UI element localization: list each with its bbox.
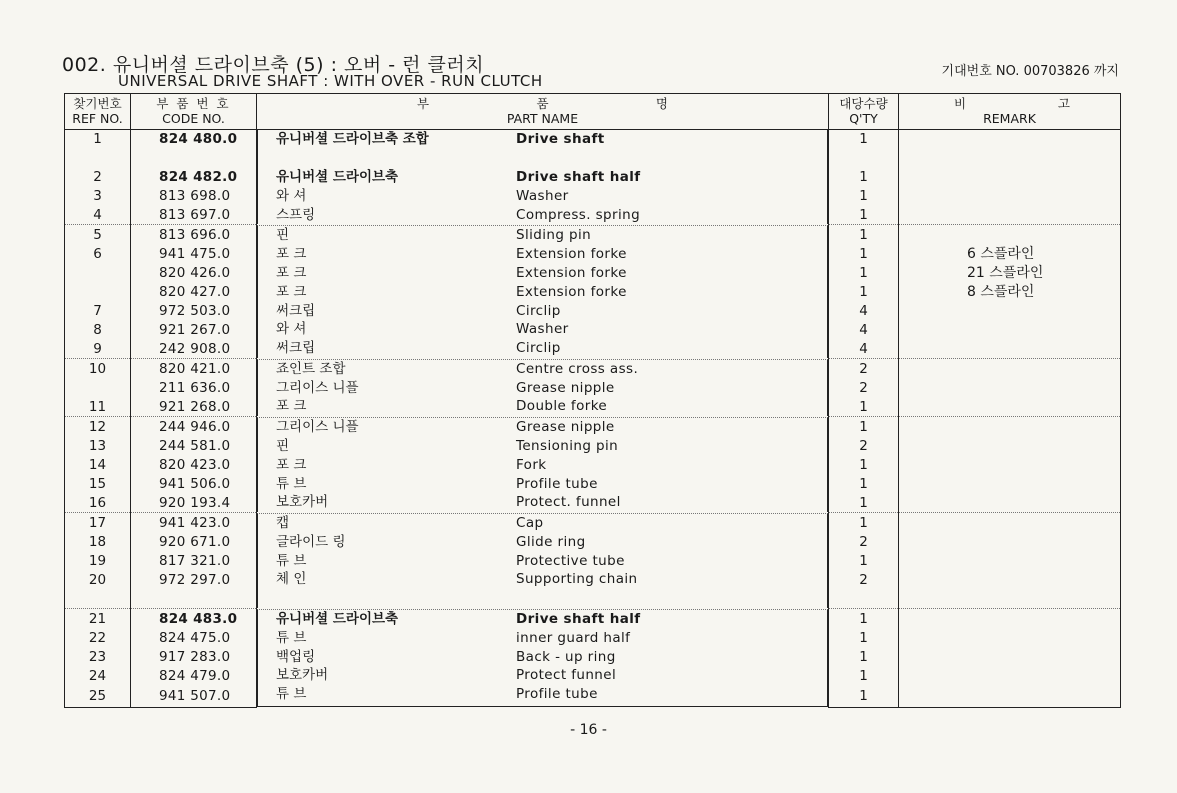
part-name-korean: 튜 브 xyxy=(276,686,307,703)
part-name-korean: 백업링 xyxy=(276,648,316,665)
remark-cell xyxy=(899,130,1121,149)
ref-no-cell: 4 xyxy=(65,206,131,225)
remark-cell xyxy=(899,206,1121,225)
part-name-english: Cap xyxy=(516,514,544,531)
part-name-cell xyxy=(257,648,828,667)
qty-cell: 4 xyxy=(829,302,899,321)
table-row xyxy=(65,320,1121,339)
part-name-cell xyxy=(257,666,828,685)
ref-no-cell: 2 xyxy=(65,168,131,187)
part-name-cell xyxy=(257,264,828,283)
part-name-korean: 핀 xyxy=(276,226,290,243)
part-name-english: Compress. spring xyxy=(516,206,641,223)
part-name-cell xyxy=(257,493,828,512)
ref-no-cell xyxy=(65,283,131,302)
code-no-cell: 244 946.0 xyxy=(131,417,257,437)
ref-no-cell: 3 xyxy=(65,187,131,206)
code-no-cell: 820 423.0 xyxy=(131,456,257,475)
code-no-cell: 824 475.0 xyxy=(131,629,257,648)
code-no-cell xyxy=(131,589,257,608)
ref-no-cell: 15 xyxy=(65,475,131,494)
part-name-english: Extension forke xyxy=(516,264,627,281)
part-name-cell xyxy=(257,513,828,533)
remark-cell xyxy=(899,475,1121,494)
remark-cell xyxy=(899,225,1121,245)
table-row xyxy=(65,302,1121,321)
code-no-cell: 244 581.0 xyxy=(131,437,257,456)
part-name-english: Protect. funnel xyxy=(516,494,621,511)
part-name-english: Drive shaft half xyxy=(516,610,641,627)
qty-cell: 2 xyxy=(829,570,899,589)
table-row xyxy=(65,417,1121,437)
part-name-korean xyxy=(258,589,514,608)
part-name-english: Glide ring xyxy=(516,533,586,550)
qty-cell: 1 xyxy=(829,264,899,283)
qty-cell: 1 xyxy=(829,456,899,475)
code-no-cell: 824 482.0 xyxy=(131,168,257,187)
remark-cell xyxy=(899,168,1121,187)
part-name-korean: 유니버셜 드라이브축 xyxy=(276,610,399,627)
part-name-korean: 유니버셜 드라이브축 xyxy=(276,168,399,185)
part-name-korean: 포 크 xyxy=(276,264,307,281)
qty-cell: 1 xyxy=(829,206,899,225)
table-row xyxy=(65,397,1121,416)
remark-cell xyxy=(899,570,1121,589)
qty-cell: 1 xyxy=(829,225,899,245)
remark-cell xyxy=(899,456,1121,475)
part-name-korean: 와 셔 xyxy=(276,187,307,204)
part-name-cell xyxy=(257,359,828,379)
remark-cell xyxy=(899,609,1121,629)
part-name-english: Tensioning pin xyxy=(516,437,619,454)
code-no-cell: 921 268.0 xyxy=(131,397,257,416)
remark-cell xyxy=(899,666,1121,685)
table-row xyxy=(65,283,1121,302)
ref-no-cell xyxy=(65,149,131,168)
remark-cell xyxy=(899,359,1121,379)
remark-cell: 6 스플라인 xyxy=(899,245,1121,264)
part-name-korean: 체 인 xyxy=(276,571,307,588)
ref-no-cell: 19 xyxy=(65,552,131,571)
ref-no-cell: 7 xyxy=(65,302,131,321)
parts-table xyxy=(64,93,1121,708)
page-title-korean: 002. 유니버셜 드라이브축 (5) : 오버 - 런 클러치 xyxy=(62,54,485,76)
code-no-cell: 941 507.0 xyxy=(131,685,257,707)
part-name-korean: 그리이스 니플 xyxy=(276,418,359,435)
table-row xyxy=(65,225,1121,245)
part-name-english: Sliding pin xyxy=(516,226,592,243)
ref-no-cell: 20 xyxy=(65,570,131,589)
part-name-english: Fork xyxy=(516,456,547,473)
ref-no-cell: 24 xyxy=(65,666,131,685)
part-name-korean: 포 크 xyxy=(276,245,307,262)
part-name-korean: 써크립 xyxy=(276,340,316,357)
qty-cell: 1 xyxy=(829,417,899,437)
part-name-cell xyxy=(257,149,828,168)
part-name-english: Protect funnel xyxy=(516,667,617,684)
part-name-english: inner guard half xyxy=(516,629,631,646)
part-name-english: Back - up ring xyxy=(516,648,616,665)
code-no-cell: 941 475.0 xyxy=(131,245,257,264)
part-name-korean: 써크립 xyxy=(276,302,316,319)
qty-cell: 1 xyxy=(829,629,899,648)
qty-cell: 1 xyxy=(829,493,899,512)
code-no-cell: 211 636.0 xyxy=(131,379,257,398)
part-name-cell xyxy=(257,397,828,416)
part-name-english: Extension forke xyxy=(516,283,627,300)
part-name-korean: 보호카버 xyxy=(276,667,329,684)
part-name-cell xyxy=(257,552,828,571)
header-code-no: 부 품 번 호 CODE NO. xyxy=(131,94,257,130)
qty-cell xyxy=(829,149,899,168)
part-name-cell xyxy=(257,437,828,456)
part-name-cell xyxy=(257,206,828,225)
remark-cell xyxy=(899,589,1121,608)
remark-cell: 21 스플라인 xyxy=(899,264,1121,283)
part-name-cell xyxy=(257,475,828,494)
ref-no-cell xyxy=(65,589,131,608)
part-name-english: Double forke xyxy=(516,398,608,415)
part-name-korean: 와 셔 xyxy=(276,321,307,338)
remark-cell xyxy=(899,552,1121,571)
code-no-cell: 941 506.0 xyxy=(131,475,257,494)
code-no-cell: 813 697.0 xyxy=(131,206,257,225)
code-no-cell: 920 671.0 xyxy=(131,533,257,552)
table-row xyxy=(65,493,1121,512)
table-row xyxy=(65,206,1121,225)
remark-cell xyxy=(899,397,1121,416)
part-name-english: Profile tube xyxy=(516,475,598,492)
part-name-cell xyxy=(257,168,828,187)
qty-cell: 2 xyxy=(829,533,899,552)
header-ref-no: 찾기번호 REF NO. xyxy=(65,94,131,130)
serial-number-note: 기대번호 NO. 00703826 까지 xyxy=(941,64,1119,79)
part-name-korean: 튜 브 xyxy=(276,629,307,646)
part-name-korean: 포 크 xyxy=(276,398,307,415)
qty-cell: 1 xyxy=(829,648,899,667)
table-row xyxy=(65,666,1121,685)
qty-cell: 4 xyxy=(829,320,899,339)
qty-cell: 1 xyxy=(829,513,899,533)
table-row xyxy=(65,245,1121,264)
code-no-cell: 242 908.0 xyxy=(131,339,257,358)
parts-table-body xyxy=(65,130,1121,708)
remark-cell: 8 스플라인 xyxy=(899,283,1121,302)
part-name-english: Circlip xyxy=(516,340,561,357)
qty-cell: 1 xyxy=(829,245,899,264)
remark-cell xyxy=(899,533,1121,552)
table-row xyxy=(65,552,1121,571)
code-no-cell: 820 427.0 xyxy=(131,283,257,302)
table-row xyxy=(65,264,1121,283)
part-name-cell xyxy=(257,685,828,707)
table-row xyxy=(65,648,1121,667)
part-name-english: Washer xyxy=(516,187,569,204)
remark-cell xyxy=(899,648,1121,667)
qty-cell: 2 xyxy=(829,359,899,379)
part-name-english: Drive shaft xyxy=(516,131,605,147)
parts-table-header xyxy=(65,94,1121,130)
remark-cell xyxy=(899,417,1121,437)
table-row xyxy=(65,475,1121,494)
part-name-english xyxy=(514,149,516,168)
part-name-korean: 죠인트 조합 xyxy=(276,360,346,377)
code-no-cell: 972 297.0 xyxy=(131,570,257,589)
qty-cell: 1 xyxy=(829,397,899,416)
part-name-english: Grease nipple xyxy=(516,379,615,396)
part-name-cell xyxy=(257,339,828,358)
ref-no-cell: 18 xyxy=(65,533,131,552)
part-name-english: Extension forke xyxy=(516,245,627,262)
qty-cell: 2 xyxy=(829,379,899,398)
code-no-cell: 941 423.0 xyxy=(131,513,257,533)
header-qty: 대당수량 Q'TY xyxy=(829,94,899,130)
part-name-cell xyxy=(257,245,828,264)
code-no-cell xyxy=(131,149,257,168)
code-no-cell: 921 267.0 xyxy=(131,320,257,339)
ref-no-cell: 11 xyxy=(65,397,131,416)
part-name-english xyxy=(514,589,516,608)
part-name-english: Supporting chain xyxy=(516,571,638,588)
ref-no-cell: 17 xyxy=(65,513,131,533)
table-row xyxy=(65,187,1121,206)
remark-cell xyxy=(899,493,1121,512)
part-name-english: Circlip xyxy=(516,302,561,319)
remark-cell xyxy=(899,629,1121,648)
table-row xyxy=(65,570,1121,589)
ref-no-cell: 21 xyxy=(65,609,131,629)
part-name-cell xyxy=(257,589,828,608)
code-no-cell: 920 193.4 xyxy=(131,493,257,512)
page-title-english: UNIVERSAL DRIVE SHAFT : WITH OVER - RUN CLUTCH xyxy=(118,72,543,90)
part-name-english: Protective tube xyxy=(516,552,625,569)
part-name-cell xyxy=(257,456,828,475)
ref-no-cell: 12 xyxy=(65,417,131,437)
part-name-korean xyxy=(258,149,514,168)
part-name-korean: 보호카버 xyxy=(276,494,329,511)
part-name-cell xyxy=(257,187,828,206)
code-no-cell: 820 421.0 xyxy=(131,359,257,379)
remark-cell xyxy=(899,339,1121,358)
remark-cell xyxy=(899,685,1121,707)
table-row xyxy=(65,359,1121,379)
code-no-cell: 813 698.0 xyxy=(131,187,257,206)
part-name-cell xyxy=(257,302,828,321)
code-no-cell: 972 503.0 xyxy=(131,302,257,321)
remark-cell xyxy=(899,379,1121,398)
code-no-cell: 824 480.0 xyxy=(131,130,257,149)
table-row xyxy=(65,149,1121,168)
ref-no-cell: 6 xyxy=(65,245,131,264)
ref-no-cell: 9 xyxy=(65,339,131,358)
table-row xyxy=(65,629,1121,648)
remark-cell xyxy=(899,513,1121,533)
page-number: - 16 - xyxy=(570,722,607,738)
code-no-cell: 817 321.0 xyxy=(131,552,257,571)
ref-no-cell: 5 xyxy=(65,225,131,245)
qty-cell: 1 xyxy=(829,168,899,187)
ref-no-cell: 25 xyxy=(65,685,131,707)
table-row xyxy=(65,513,1121,533)
part-name-korean: 핀 xyxy=(276,437,290,454)
ref-no-cell xyxy=(65,379,131,398)
part-name-korean: 튜 브 xyxy=(276,475,307,492)
remark-cell xyxy=(899,320,1121,339)
table-row xyxy=(65,533,1121,552)
table-row xyxy=(65,456,1121,475)
qty-cell: 1 xyxy=(829,666,899,685)
table-row xyxy=(65,609,1121,629)
ref-no-cell: 16 xyxy=(65,493,131,512)
part-name-cell xyxy=(257,130,828,149)
part-name-korean: 글라이드 링 xyxy=(276,533,346,550)
part-name-korean: 캡 xyxy=(276,514,290,531)
part-name-english: Washer xyxy=(516,321,569,338)
qty-cell: 1 xyxy=(829,130,899,149)
part-name-cell xyxy=(257,417,828,437)
table-row xyxy=(65,130,1121,149)
code-no-cell: 824 479.0 xyxy=(131,666,257,685)
part-name-english: Drive shaft half xyxy=(516,168,641,185)
part-name-korean: 유니버셜 드라이브축 조합 xyxy=(276,131,429,147)
ref-no-cell: 1 xyxy=(65,130,131,149)
qty-cell: 1 xyxy=(829,475,899,494)
part-name-korean: 튜 브 xyxy=(276,552,307,569)
part-name-cell xyxy=(257,379,828,398)
qty-cell: 4 xyxy=(829,339,899,358)
header-remark: 비 고 REMARK xyxy=(899,94,1121,130)
qty-cell xyxy=(829,589,899,608)
part-name-cell xyxy=(257,533,828,552)
qty-cell: 1 xyxy=(829,609,899,629)
ref-no-cell xyxy=(65,264,131,283)
table-row xyxy=(65,379,1121,398)
part-name-english: Centre cross ass. xyxy=(516,360,639,377)
table-row xyxy=(65,437,1121,456)
table-row xyxy=(65,589,1121,608)
qty-cell: 1 xyxy=(829,283,899,302)
qty-cell: 1 xyxy=(829,187,899,206)
ref-no-cell: 8 xyxy=(65,320,131,339)
part-name-cell xyxy=(257,320,828,339)
part-name-cell xyxy=(257,283,828,302)
table-row xyxy=(65,339,1121,358)
table-row xyxy=(65,168,1121,187)
ref-no-cell: 23 xyxy=(65,648,131,667)
part-name-cell xyxy=(257,225,828,245)
part-name-english: Grease nipple xyxy=(516,418,615,435)
remark-cell xyxy=(899,149,1121,168)
header-part-name: 부 품 명 PART NAME xyxy=(257,94,829,130)
qty-cell: 1 xyxy=(829,552,899,571)
code-no-cell: 813 696.0 xyxy=(131,225,257,245)
remark-cell xyxy=(899,302,1121,321)
remark-cell xyxy=(899,437,1121,456)
qty-cell: 1 xyxy=(829,685,899,707)
part-name-cell xyxy=(257,629,828,648)
code-no-cell: 824 483.0 xyxy=(131,609,257,629)
ref-no-cell: 14 xyxy=(65,456,131,475)
part-name-english: Profile tube xyxy=(516,686,598,703)
ref-no-cell: 22 xyxy=(65,629,131,648)
code-no-cell: 917 283.0 xyxy=(131,648,257,667)
part-name-cell xyxy=(257,609,828,629)
remark-cell xyxy=(899,187,1121,206)
part-name-cell xyxy=(257,570,828,589)
table-row xyxy=(65,685,1121,707)
code-no-cell: 820 426.0 xyxy=(131,264,257,283)
ref-no-cell: 10 xyxy=(65,359,131,379)
part-name-korean: 스프링 xyxy=(276,206,316,223)
qty-cell: 2 xyxy=(829,437,899,456)
part-name-korean: 포 크 xyxy=(276,283,307,300)
ref-no-cell: 13 xyxy=(65,437,131,456)
part-name-korean: 포 크 xyxy=(276,456,307,473)
part-name-korean: 그리이스 니플 xyxy=(276,379,359,396)
